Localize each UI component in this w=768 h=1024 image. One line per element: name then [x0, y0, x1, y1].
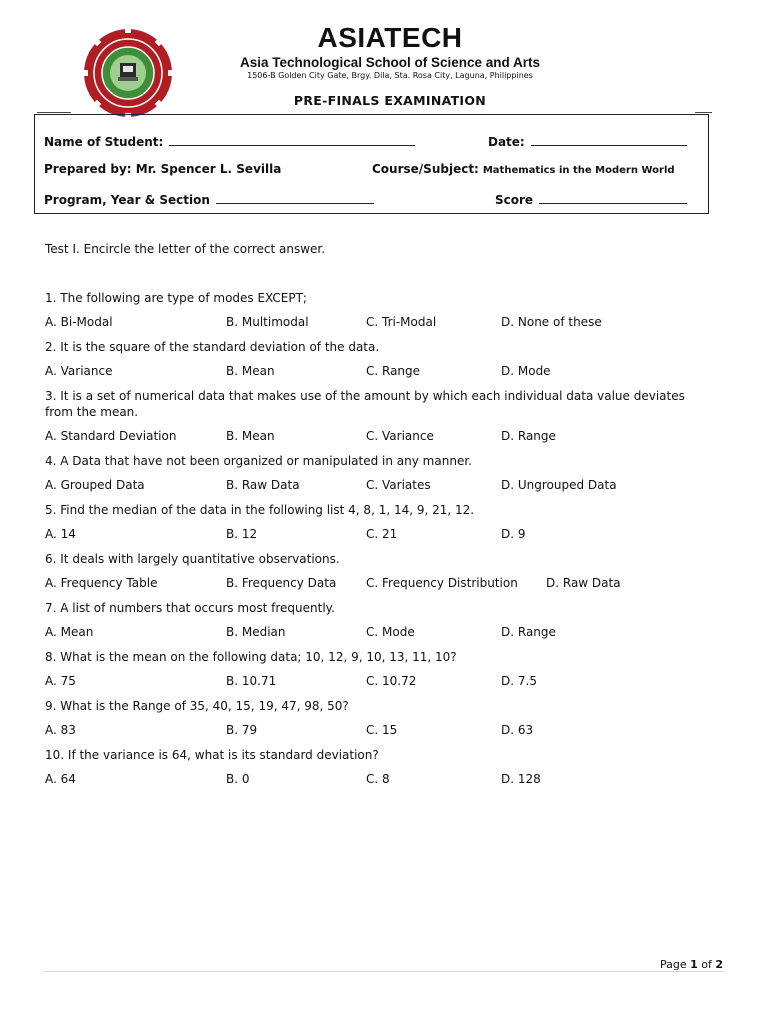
page-word: Page — [660, 958, 687, 971]
student-name-field[interactable] — [44, 133, 415, 149]
footer-rule — [44, 971, 724, 972]
answer-choice[interactable]: B. Multimodal — [226, 315, 309, 329]
answer-choice[interactable]: C. Range — [366, 364, 421, 378]
answer-choice[interactable]: D. Raw Data — [546, 576, 621, 590]
choice-row — [45, 575, 705, 591]
answer-choice[interactable]: C. Mode — [366, 625, 415, 639]
question-text: 4. A Data that have not been organized or manipulated in any manner. — [45, 454, 472, 468]
answer-choice[interactable]: A. Standard Deviation — [45, 429, 177, 443]
date-field[interactable] — [488, 133, 687, 149]
school-name: ASIATECH — [317, 22, 463, 53]
answer-choice[interactable]: D. Range — [501, 429, 556, 443]
answer-choice[interactable]: C. 8 — [366, 772, 390, 786]
answer-choice[interactable]: A. Grouped Data — [45, 478, 145, 492]
course-value: Mathematics in the Modern World — [482, 165, 675, 176]
question-text: 8. What is the mean on the following data; 10, 12, 9, 10, 13, 11, 10? — [45, 650, 457, 664]
program-label: Program, Year & Section — [44, 193, 210, 207]
answer-choice[interactable]: A. Variance — [45, 364, 113, 378]
answer-choice[interactable]: D. None of these — [501, 315, 602, 329]
question-list — [45, 290, 705, 796]
course-label: Course/Subject: — [372, 162, 479, 176]
answer-choice[interactable]: B. Mean — [226, 364, 275, 378]
choice-row — [45, 477, 705, 493]
choice-row — [45, 314, 705, 330]
answer-choice[interactable]: B. 10.71 — [226, 674, 277, 688]
answer-choice[interactable]: C. Variance — [366, 429, 434, 443]
answer-choice[interactable]: D. 7.5 — [501, 674, 537, 688]
answer-choice[interactable]: D. Mode — [501, 364, 551, 378]
answer-choice[interactable]: D. Range — [501, 625, 556, 639]
choice-row — [45, 526, 705, 542]
course-subject-field — [372, 162, 675, 176]
score-label: Score — [495, 193, 534, 207]
student-name-line[interactable] — [169, 133, 415, 146]
answer-choice[interactable]: B. 0 — [226, 772, 250, 786]
answer-choice[interactable]: D. 63 — [501, 723, 534, 737]
choice-row — [45, 428, 705, 444]
score-line[interactable] — [539, 191, 687, 204]
answer-choice[interactable]: C. Variates — [366, 478, 431, 492]
answer-choice[interactable]: C. 10.72 — [366, 674, 417, 688]
school-address: 1506-B Golden City Gate, Brgy. Dila, Sta. Rosa City, Laguna, Philippines — [247, 71, 533, 80]
student-name-label: Name of Student: — [44, 135, 164, 149]
prepared-by: Prepared by: Mr. Spencer L. Sevilla — [44, 162, 282, 176]
answer-choice[interactable]: B. Median — [226, 625, 286, 639]
answer-choice[interactable]: A. 83 — [45, 723, 76, 737]
student-info-box — [34, 114, 709, 214]
answer-choice[interactable]: B. 79 — [226, 723, 258, 737]
choice-row — [45, 363, 705, 379]
question-text: 5. Find the median of the data in the following list 4, 8, 1, 14, 9, 21, 12. — [45, 503, 475, 517]
choice-row — [45, 722, 705, 738]
answer-choice[interactable]: C. 21 — [366, 527, 398, 541]
question-text: 1. The following are type of modes EXCEPT; — [45, 291, 307, 305]
choice-row — [45, 673, 705, 689]
header-rule-right — [695, 112, 712, 113]
choice-row — [45, 771, 705, 787]
answer-choice[interactable]: C. 15 — [366, 723, 398, 737]
question-text: 6. It deals with largely quantitative observations. — [45, 552, 340, 566]
choice-row — [45, 624, 705, 640]
exam-title: PRE-FINALS EXAMINATION — [293, 93, 487, 108]
page-current: 1 — [690, 958, 698, 971]
score-field[interactable] — [495, 191, 687, 207]
question-text: 2. It is the square of the standard deviation of the data. — [45, 340, 380, 354]
page-total: 2 — [715, 958, 724, 971]
answer-choice[interactable]: B. Raw Data — [226, 478, 300, 492]
answer-choice[interactable]: A. 75 — [45, 674, 76, 688]
answer-choice[interactable]: B. Mean — [226, 429, 275, 443]
answer-choice[interactable]: D. Ungrouped Data — [501, 478, 617, 492]
date-label: Date: — [488, 135, 525, 149]
answer-choice[interactable]: A. Bi-Modal — [45, 315, 113, 329]
question-text: 3. It is a set of numerical data that makes use of the amount by which each individual data value deviates from the mean. — [45, 389, 685, 419]
question-text: 7. A list of numbers that occurs most frequently. — [45, 601, 335, 615]
answer-choice[interactable]: B. 12 — [226, 527, 258, 541]
document-header — [0, 0, 768, 112]
question-text: 9. What is the Range of 35, 40, 15, 19, 47, 98, 50? — [45, 699, 349, 713]
header-rule-left — [37, 112, 71, 113]
answer-choice[interactable]: D. 9 — [501, 527, 526, 541]
answer-choice[interactable]: A. 64 — [45, 772, 76, 786]
program-field[interactable] — [44, 191, 374, 207]
school-full-name: Asia Technological School of Science and Arts — [239, 55, 541, 70]
answer-choice[interactable]: B. Frequency Data — [226, 576, 337, 590]
answer-choice[interactable]: A. Frequency Table — [45, 576, 158, 590]
answer-choice[interactable]: C. Frequency Distribution — [366, 576, 518, 590]
program-line[interactable] — [216, 191, 374, 204]
page-number — [660, 958, 723, 971]
date-line[interactable] — [531, 133, 687, 146]
question-text: 10. If the variance is 64, what is its standard deviation? — [45, 748, 379, 762]
school-seal-logo — [82, 27, 174, 119]
answer-choice[interactable]: C. Tri-Modal — [366, 315, 437, 329]
answer-choice[interactable]: D. 128 — [501, 772, 541, 786]
answer-choice[interactable]: A. Mean — [45, 625, 94, 639]
answer-choice[interactable]: A. 14 — [45, 527, 76, 541]
page-of: of — [701, 958, 712, 971]
test-instruction: Test I. Encircle the letter of the correct answer. — [45, 242, 326, 256]
